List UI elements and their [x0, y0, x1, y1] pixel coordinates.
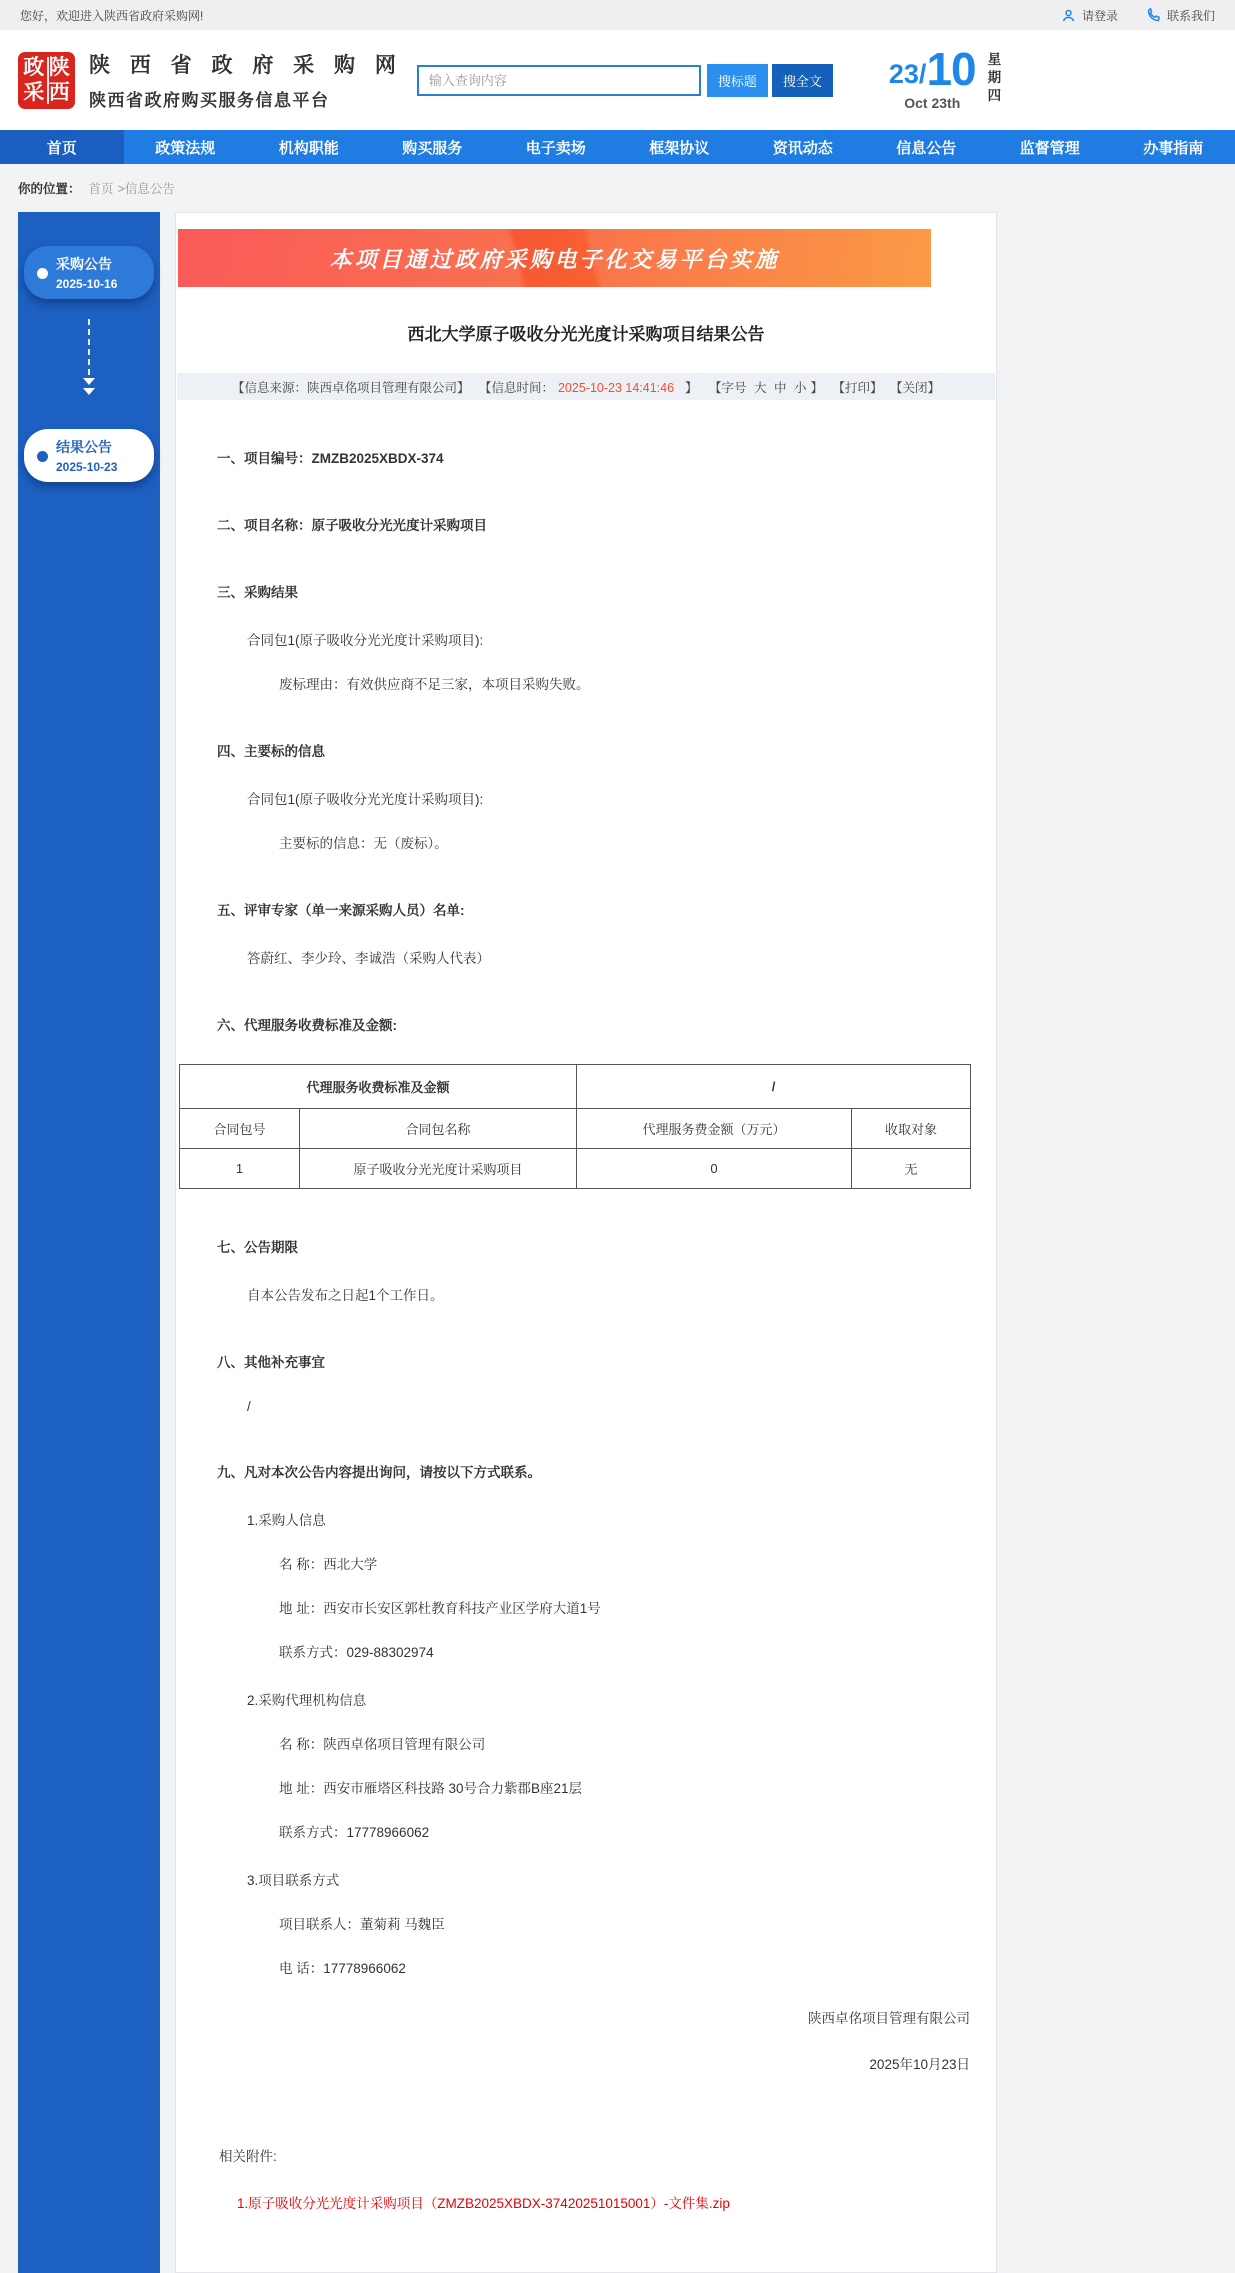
col-header-fee-amount: 代理服务费金额（万元）: [577, 1109, 852, 1149]
contact-line: 联系方式：17778966062: [279, 1821, 995, 1841]
body-line: /: [247, 1399, 995, 1414]
contact-line: 地 址：西安市长安区郭杜教育科技产业区学府大道1号: [279, 1597, 995, 1617]
breadcrumb: [18, 164, 1235, 212]
seal-char: 政: [21, 55, 47, 81]
nav-item-supervision[interactable]: 监督管理: [988, 130, 1112, 164]
section-heading-procurement-result: 三、采购结果: [217, 581, 995, 601]
attachments-label: 相关附件:: [219, 2145, 995, 2165]
section-heading-project-number: 一、项目编号：ZMZB2025XBDX-374: [217, 447, 995, 467]
top-bar: [0, 0, 1235, 30]
main-area: [0, 164, 1235, 2273]
nav-item-home[interactable]: 首页: [0, 130, 124, 164]
topbar-links: [1061, 7, 1215, 24]
nav-item-news[interactable]: 资讯动态: [741, 130, 865, 164]
seal-char: 陕: [47, 55, 73, 81]
col-header-package-name: 合同包名称: [300, 1109, 577, 1149]
body-line: 废标理由：有效供应商不足三家，本项目采购失败。: [279, 673, 995, 693]
fee-table-data-row: [180, 1149, 971, 1189]
fee-table-merged-label: 代理服务收费标准及金额: [180, 1065, 577, 1109]
nav-item-purchase-service[interactable]: 购买服务: [371, 130, 495, 164]
breadcrumb-current: >信息公告: [118, 179, 175, 197]
breadcrumb-home-link[interactable]: 首页: [89, 179, 114, 197]
attachment-file-link[interactable]: 1.原子吸收分光光度计采购项目（ZMZB2025XBDX-37420251015001）-文件集.zip: [237, 2192, 995, 2212]
contact-line: 项目联系人：董菊莉 马魏臣: [279, 1913, 995, 1933]
date-day: 23/: [889, 59, 927, 89]
nav-item-announcements[interactable]: 信息公告: [865, 130, 989, 164]
contact-group-agency: 2.采购代理机构信息: [247, 1689, 995, 1709]
site-subtitle: 陕西省政府购买服务信息平台: [89, 86, 403, 111]
nav-item-e-market[interactable]: 电子卖场: [494, 130, 618, 164]
bullet-dot-icon: [37, 268, 48, 279]
col-header-charged-party: 收取对象: [852, 1109, 971, 1149]
section-heading-other-matters: 八、其他补充事宜: [217, 1351, 995, 1371]
platform-banner: 本项目通过政府采购电子化交易平台实施: [178, 229, 931, 287]
cell-charged-party: 无: [852, 1149, 971, 1189]
breadcrumb-label: 你的位置：: [18, 179, 81, 197]
print-button[interactable]: 【打印】: [833, 381, 883, 395]
body-line: 自本公告发布之日起1个工作日。: [247, 1284, 995, 1304]
section-heading-notice-period: 七、公告期限: [217, 1236, 995, 1256]
cell-fee-amount: 0: [577, 1149, 852, 1189]
contact-line: 名 称：西北大学: [279, 1553, 995, 1573]
body-line: 合同包1(原子吸收分光光度计采购项目):: [247, 629, 995, 649]
site-name: 陕 西 省 政 府 采 购 网: [89, 49, 403, 79]
sidebar-item-procurement-notice[interactable]: [24, 246, 154, 299]
search-input[interactable]: [417, 65, 701, 96]
logo-seal-icon: [18, 52, 75, 109]
login-link[interactable]: [1061, 7, 1118, 24]
contact-line: 地 址：西安市雁塔区科技路 30号合力紫郡B座21层: [279, 1777, 995, 1797]
search-fulltext-button[interactable]: 搜全文: [772, 64, 833, 97]
close-button[interactable]: 【关闭】: [890, 381, 940, 395]
weekday-label: 星 期 四: [988, 51, 1002, 105]
date-month: 10: [926, 49, 975, 89]
meta-time-value: 2025-10-23 14:41:46: [558, 381, 674, 395]
welcome-text: 您好，欢迎进入陕西省政府采购网!: [20, 7, 203, 24]
timeline-arrow-icon: [18, 319, 160, 407]
nav-item-functions[interactable]: 机构职能: [247, 130, 371, 164]
body-line: 合同包1(原子吸收分光光度计采购项目):: [247, 788, 995, 808]
col-header-package-no: 合同包号: [180, 1109, 300, 1149]
contact-group-project: 3.项目联系方式: [247, 1869, 995, 1889]
font-size-large-button[interactable]: 大: [754, 381, 767, 395]
article-meta-bar: [177, 373, 995, 400]
nav-item-framework[interactable]: 框架协议: [618, 130, 742, 164]
cell-package-name: 原子吸收分光光度计采购项目: [300, 1149, 577, 1189]
contact-line: 联系方式：029-88302974: [279, 1641, 995, 1661]
sidebar-item-title: 结果公告: [56, 437, 150, 457]
contact-label: 联系我们: [1167, 7, 1215, 24]
font-size-small-button[interactable]: 小: [794, 381, 807, 395]
meta-time: 【信息时间： 2025-10-23 14:41:46 】: [477, 381, 700, 395]
section-heading-contact: 九、凡对本次公告内容提出询问，请按以下方式联系。: [217, 1461, 995, 1481]
cell-package-no: 1: [180, 1149, 300, 1189]
article-card: [175, 212, 997, 2273]
page-title: 西北大学原子吸收分光光度计采购项目结果公告: [177, 320, 995, 345]
fee-table-header-row: [180, 1109, 971, 1149]
signature-block: [177, 2007, 995, 2073]
section-heading-main-subject: 四、主要标的信息: [217, 740, 995, 760]
section-heading-project-name: 二、项目名称：原子吸收分光光度计采购项目: [217, 514, 995, 534]
section-heading-experts: 五、评审专家（单一来源采购人员）名单:: [217, 899, 995, 919]
search-area: [417, 64, 833, 97]
fee-table-merged-value: /: [577, 1065, 971, 1109]
nav-item-guide[interactable]: 办事指南: [1112, 130, 1235, 164]
announcement-sidebar: [18, 212, 160, 2273]
site-titles: [89, 49, 403, 111]
body-line-experts: 答蔚红、李少玲、李诚浩（采购人代表）: [247, 947, 995, 967]
meta-fontsize: 【字号 大 中 小 】: [707, 381, 825, 395]
login-label: 请登录: [1082, 7, 1118, 24]
sidebar-item-date: 2025-10-16: [56, 277, 150, 291]
fee-table: [179, 1064, 971, 1189]
contact-group-purchaser: 1.采购人信息: [247, 1509, 995, 1529]
search-title-button[interactable]: 搜标题: [707, 64, 768, 97]
seal-char: 采: [21, 80, 47, 106]
signature-date: 2025年10月23日: [177, 2053, 970, 2073]
main-nav: [0, 130, 1235, 164]
meta-source: 【信息来源：陕西卓佲项目管理有限公司】: [232, 381, 470, 395]
site-header: [0, 30, 1235, 130]
signature-company: 陕西卓佲项目管理有限公司: [177, 2007, 970, 2027]
contact-line: 电 话：17778966062: [279, 1957, 995, 1977]
body-line: 主要标的信息：无（废标）。: [279, 832, 995, 852]
font-size-medium-button[interactable]: 中: [774, 381, 787, 395]
contact-link[interactable]: [1146, 7, 1215, 24]
sidebar-item-title: 采购公告: [56, 254, 150, 274]
user-icon: [1061, 8, 1076, 23]
nav-item-policy[interactable]: 政策法规: [124, 130, 248, 164]
site-logo[interactable]: [18, 49, 403, 111]
fee-table-merged-row: [180, 1065, 971, 1109]
section-heading-agency-fee: 六、代理服务收费标准及金额:: [217, 1014, 995, 1034]
bullet-dot-icon: [37, 451, 48, 462]
sidebar-item-result-notice[interactable]: [24, 429, 154, 482]
date-english: Oct 23th: [889, 95, 976, 111]
contact-line: 名 称：陕西卓佲项目管理有限公司: [279, 1733, 995, 1753]
date-block: [889, 49, 1001, 111]
date-numbers: [889, 49, 976, 89]
sidebar-item-date: 2025-10-23: [56, 460, 150, 474]
phone-icon: [1146, 8, 1161, 23]
seal-char: 西: [47, 80, 73, 106]
